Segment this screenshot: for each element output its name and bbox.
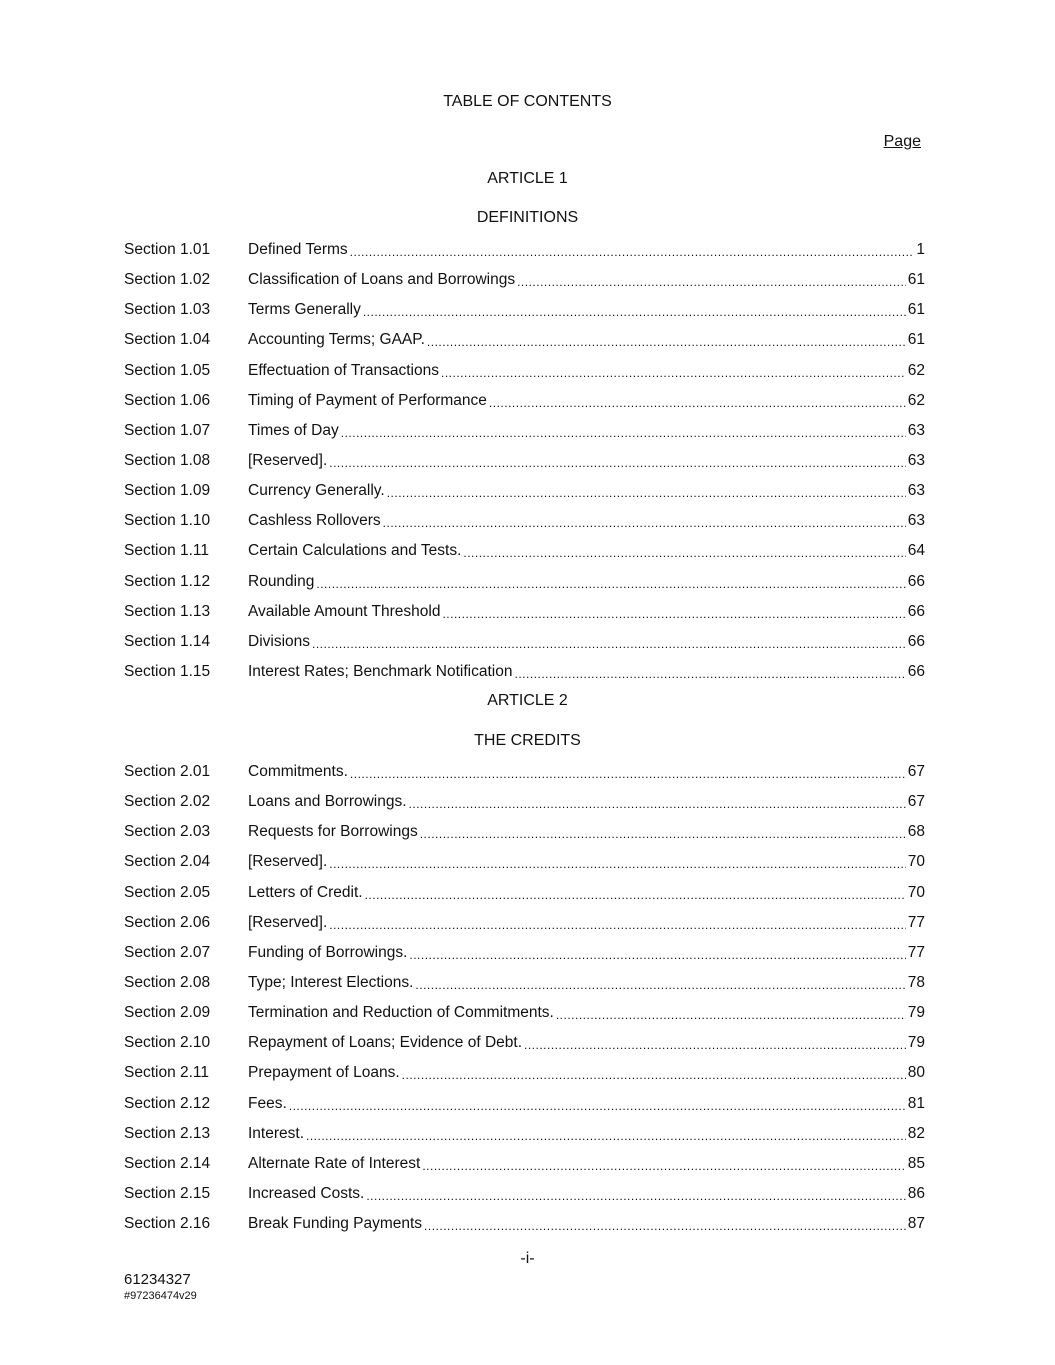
toc-entry[interactable] <box>124 1179 925 1209</box>
section-number: Section 1.14 <box>124 632 211 650</box>
page-number: 63 <box>907 512 925 530</box>
page-number: 62 <box>907 361 925 379</box>
dot-leader <box>409 793 906 811</box>
section-title: Interest. <box>248 1124 304 1142</box>
article-1-entries <box>124 235 925 687</box>
document-number: 61234327 <box>124 1271 191 1288</box>
page-number: 68 <box>907 823 925 841</box>
section-title: Fees. <box>248 1094 287 1112</box>
page-number: 61 <box>907 271 925 289</box>
toc-entry[interactable] <box>124 386 925 416</box>
page-number: 66 <box>907 572 925 590</box>
section-number: Section 2.06 <box>124 913 211 931</box>
toc-entry[interactable] <box>124 567 925 597</box>
article-2-heading: ARTICLE 2 <box>487 692 568 709</box>
section-number: Section 1.13 <box>124 602 211 620</box>
dot-leader <box>350 763 906 781</box>
section-title: Alternate Rate of Interest <box>248 1154 421 1172</box>
toc-entry[interactable] <box>124 787 925 817</box>
toc-entry[interactable] <box>124 1089 925 1119</box>
section-number: Section 2.12 <box>124 1094 211 1112</box>
page-number: 66 <box>907 632 925 650</box>
section-title: Interest Rates; Benchmark Notification <box>248 663 513 681</box>
page-number: 67 <box>907 793 925 811</box>
toc-entry[interactable] <box>124 1119 925 1149</box>
section-title: Divisions <box>248 632 311 650</box>
section-number: Section 1.01 <box>124 241 211 259</box>
section-title: Terms Generally <box>248 301 361 319</box>
section-title: Currency Generally. <box>248 482 385 500</box>
page-number: 70 <box>907 883 925 901</box>
dot-leader <box>422 1155 905 1173</box>
page-number: 63 <box>907 452 925 470</box>
section-number: Section 1.12 <box>124 572 211 590</box>
page-number: 78 <box>907 974 925 992</box>
toc-title: TABLE OF CONTENTS <box>443 93 612 110</box>
section-title: [Reserved]. <box>248 452 328 470</box>
section-title: Commitments. <box>248 763 348 781</box>
page-column-header: Page <box>883 133 921 150</box>
section-number: Section 2.11 <box>124 1064 210 1082</box>
footer-page-number: -i- <box>520 1250 535 1267</box>
section-title: Timing of Payment of Performance <box>248 391 487 409</box>
section-title: [Reserved]. <box>248 853 328 871</box>
section-title: Certain Calculations and Tests. <box>248 542 462 560</box>
section-number: Section 1.11 <box>124 542 210 560</box>
section-number: Section 1.04 <box>124 331 211 349</box>
section-number: Section 2.13 <box>124 1124 211 1142</box>
toc-entry[interactable] <box>124 235 925 265</box>
document-version: #97236474v29 <box>124 1290 197 1302</box>
section-title: Type; Interest Elections. <box>248 974 414 992</box>
dot-leader <box>420 823 906 841</box>
page-number: 61 <box>907 301 925 319</box>
page-number: 63 <box>907 482 925 500</box>
section-number: Section 2.08 <box>124 974 211 992</box>
article-2-subheading: THE CREDITS <box>474 732 581 749</box>
section-number: Section 1.10 <box>124 512 211 530</box>
dot-leader <box>350 241 915 259</box>
article-2-entries <box>124 757 925 1239</box>
section-number: Section 2.14 <box>124 1154 211 1172</box>
dot-leader <box>409 944 905 962</box>
dot-leader <box>365 884 906 902</box>
toc-entry[interactable] <box>124 757 925 787</box>
dot-leader <box>383 512 906 530</box>
dot-leader <box>524 1034 906 1052</box>
page-number: 63 <box>907 421 925 439</box>
dot-leader <box>316 573 905 591</box>
dot-leader <box>289 1095 906 1113</box>
section-title: Termination and Reduction of Commitments. <box>248 1004 554 1022</box>
section-title: [Reserved]. <box>248 913 328 931</box>
page-number: 79 <box>907 1034 925 1052</box>
toc-entry[interactable] <box>124 1149 925 1179</box>
section-number: Section 1.08 <box>124 452 211 470</box>
dot-leader <box>329 853 905 871</box>
dot-leader <box>402 1064 906 1082</box>
section-title: Available Amount Threshold <box>248 602 441 620</box>
section-number: Section 1.06 <box>124 391 211 409</box>
page-number: 1 <box>916 241 925 259</box>
section-title: Cashless Rollovers <box>248 512 381 530</box>
page-number: 87 <box>907 1215 925 1233</box>
toc-entry[interactable] <box>124 597 925 627</box>
dot-leader <box>387 482 906 500</box>
page-number: 64 <box>907 542 925 560</box>
section-number: Section 1.05 <box>124 361 211 379</box>
dot-leader <box>441 362 906 380</box>
section-number: Section 2.05 <box>124 883 211 901</box>
section-number: Section 2.09 <box>124 1004 211 1022</box>
section-number: Section 1.15 <box>124 663 211 681</box>
dot-leader <box>556 1004 906 1022</box>
page-number: 80 <box>907 1064 925 1082</box>
section-title: Rounding <box>248 572 315 590</box>
toc-entry[interactable] <box>124 416 925 446</box>
toc-entry[interactable] <box>124 847 925 877</box>
dot-leader <box>517 271 906 289</box>
toc-entry[interactable] <box>124 908 925 938</box>
page-number: 62 <box>907 391 925 409</box>
article-1-heading: ARTICLE 1 <box>487 170 568 187</box>
page-number: 79 <box>907 1004 925 1022</box>
dot-leader <box>341 422 906 440</box>
section-title: Funding of Borrowings. <box>248 943 408 961</box>
page-number: 61 <box>907 331 925 349</box>
toc-entry[interactable] <box>124 476 925 506</box>
section-number: Section 1.03 <box>124 301 211 319</box>
section-title: Times of Day <box>248 421 339 439</box>
toc-entry[interactable] <box>124 878 925 908</box>
dot-leader <box>312 633 906 651</box>
section-number: Section 2.10 <box>124 1034 211 1052</box>
toc-entry[interactable] <box>124 295 925 325</box>
page-number: 81 <box>907 1094 925 1112</box>
section-number: Section 1.07 <box>124 421 211 439</box>
section-number: Section 2.15 <box>124 1185 211 1203</box>
dot-leader <box>427 331 906 349</box>
dot-leader <box>329 452 905 470</box>
section-title: Defined Terms <box>248 241 348 259</box>
section-number: Section 2.02 <box>124 793 211 811</box>
section-number: Section 2.04 <box>124 853 211 871</box>
section-number: Section 2.16 <box>124 1215 211 1233</box>
dot-leader <box>306 1125 906 1143</box>
section-title: Increased Costs. <box>248 1185 365 1203</box>
toc-entry[interactable] <box>124 356 925 386</box>
page-number: 66 <box>907 663 925 681</box>
section-title: Repayment of Loans; Evidence of Debt. <box>248 1034 522 1052</box>
toc-entry[interactable] <box>124 938 925 968</box>
section-title: Accounting Terms; GAAP. <box>248 331 425 349</box>
page-number: 66 <box>907 602 925 620</box>
toc-entry[interactable] <box>124 1028 925 1058</box>
section-title: Letters of Credit. <box>248 883 363 901</box>
toc-entry[interactable] <box>124 627 925 657</box>
dot-leader <box>329 914 905 932</box>
toc-entry[interactable] <box>124 446 925 476</box>
toc-entry[interactable] <box>124 506 925 536</box>
dot-leader <box>463 542 905 560</box>
dot-leader <box>424 1215 906 1233</box>
toc-entry[interactable] <box>124 998 925 1028</box>
page-number: 70 <box>907 853 925 871</box>
toc-entry[interactable] <box>124 536 925 566</box>
dot-leader <box>415 974 905 992</box>
toc-entry[interactable] <box>124 817 925 847</box>
dot-leader <box>442 603 905 621</box>
section-number: Section 2.03 <box>124 823 211 841</box>
toc-entry[interactable] <box>124 265 925 295</box>
section-title: Effectuation of Transactions <box>248 361 439 379</box>
toc-entry[interactable] <box>124 1058 925 1088</box>
toc-entry[interactable] <box>124 1209 925 1239</box>
article-1-subheading: DEFINITIONS <box>476 209 579 226</box>
toc-entry[interactable] <box>124 325 925 355</box>
section-number: Section 2.01 <box>124 763 211 781</box>
toc-entry[interactable] <box>124 968 925 998</box>
section-title: Prepayment of Loans. <box>248 1064 400 1082</box>
section-title: Classification of Loans and Borrowings <box>248 271 516 289</box>
section-title: Break Funding Payments <box>248 1215 423 1233</box>
page-number: 77 <box>907 943 925 961</box>
toc-entry[interactable] <box>124 657 925 687</box>
dot-leader <box>489 392 906 410</box>
page-number: 77 <box>907 913 925 931</box>
section-title: Loans and Borrowings. <box>248 793 407 811</box>
page-number: 67 <box>907 763 925 781</box>
section-number: Section 2.07 <box>124 943 211 961</box>
page-number: 82 <box>907 1124 925 1142</box>
page-number: 86 <box>907 1185 925 1203</box>
section-title: Requests for Borrowings <box>248 823 418 841</box>
dot-leader <box>514 663 905 681</box>
page-number: 85 <box>907 1154 925 1172</box>
dot-leader <box>366 1185 905 1203</box>
dot-leader <box>363 301 906 319</box>
section-number: Section 1.09 <box>124 482 211 500</box>
section-number: Section 1.02 <box>124 271 211 289</box>
